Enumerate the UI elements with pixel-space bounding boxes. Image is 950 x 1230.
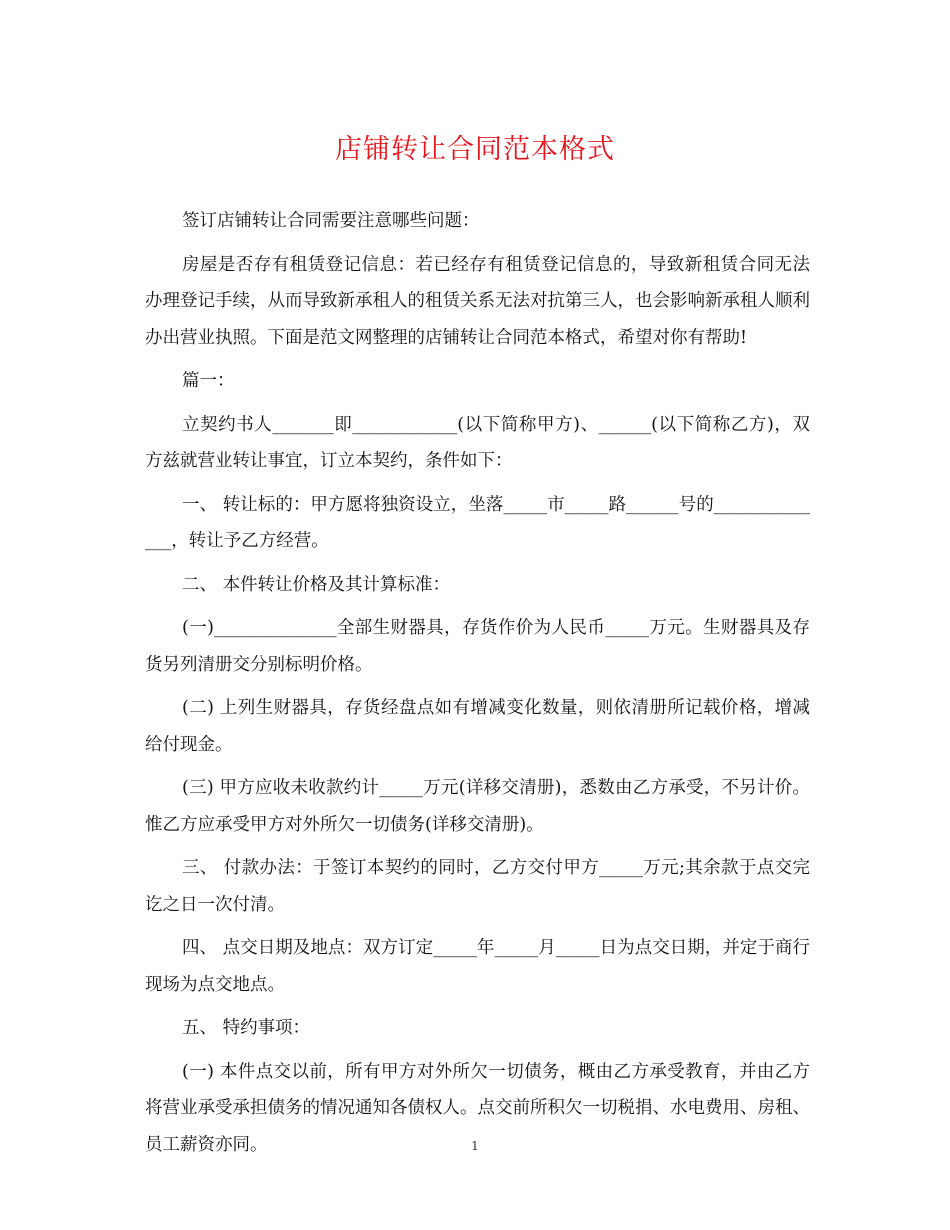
paragraph: (三) 甲方应收未收款约计_____万元(详移交清册)，悉数由乙方承受，不另计价。惟乙方应承受甲方对外所欠一切债务(详移交清册)。 — [145, 778, 810, 835]
document-body — [145, 203, 810, 1170]
paragraph: (一)______________全部生财器具，存货作价为人民币_____万元。生财器具及存货另列清册交分别标明价格。 — [145, 618, 810, 675]
paragraph: 五、 特约事项： — [182, 1018, 311, 1038]
paragraph: 三、 付款办法：于签订本契约的同时，乙方交付甲方_____万元;其余款于点交完讫之日一次付清。 — [145, 858, 810, 915]
paragraph: 四、 点交日期及地点：双方订定_____年_____月_____日为点交日期，并定于商行现场为点交地点。 — [145, 938, 810, 995]
paragraph: (二) 上列生财器具，存货经盘点如有增减变化数量，则依清册所记载价格，增减给付现金。 — [145, 698, 810, 755]
document-title: 店铺转让合同范本格式 — [335, 134, 615, 165]
paragraph: 立契约书人_______即____________(以下简称甲方)、______(以下简称乙方)，双方兹就营业转让事宜，订立本契约，条件如下： — [145, 414, 810, 471]
paragraph: (一) 本件点交以前，所有甲方对外所欠一切债务，概由乙方承受教育，并由乙方将营业承受承担债务的情况通知各债权人。点交前所积欠一切税捐、水电费用、房租、员工薪资亦同。 — [145, 1061, 810, 1155]
paragraph: 二、 本件转让价格及其计算标准： — [182, 574, 451, 595]
paragraph: 签订店铺转让合同需要注意哪些问题： — [182, 211, 480, 231]
page-number: 1 — [471, 1139, 479, 1153]
paragraph: 房屋是否存有租赁登记信息：若已经存有租赁登记信息的，导致新租赁合同无法办理登记手续，从而导致新承租人的租赁关系无法对抗第三人，也会影响新承租人顺利办出营业执照。下面是范文网整理的店铺转让合同范本格式，希望对你有帮助! — [145, 254, 810, 348]
paragraph: 一、 转让标的：甲方愿将独资设立，坐落_____市_____路______号的______________，转让予乙方经营。 — [145, 494, 810, 551]
paragraph: 篇一： — [182, 371, 235, 391]
